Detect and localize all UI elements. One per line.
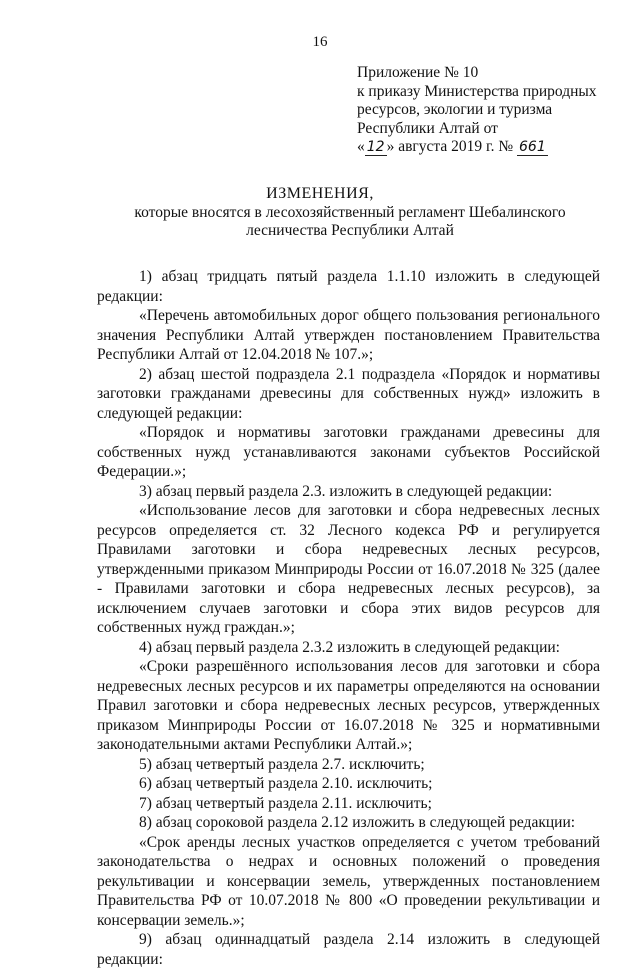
appendix-line: Республики Алтай от <box>357 119 498 137</box>
document-body <box>97 267 600 969</box>
paragraph: 1) абзац тридцать пятый раздела 1.1.10 изложить в следующей редакции: <box>97 268 600 305</box>
appendix-line: ресурсов, экологии и туризма <box>357 101 553 118</box>
paragraph: 9) абзац одиннадцатый раздела 2.14 изложить в следующей редакции: <box>97 931 600 968</box>
paragraph: «Использование лесов для заготовки и сбора недревесных лесных ресурсов определяется ст. 32 Лесного кодекса РФ и регулируется Правилами заготовки и сбора недревесных лесных ресурсов, утвержденными приказом Минприроды России от 16.07.2018 № 325 (далее - Правилами заготовки и сбора недревесных лесных ресурсов), за исключением случаев заготовки и сбора этих видов ресурсов для собственных нужд граждан.»; <box>97 502 600 636</box>
appendix-date-line <box>357 138 637 157</box>
paragraph: 4) абзац первый раздела 2.3.2 изложить в следующей редакции: <box>139 638 560 656</box>
appendix-header <box>357 64 637 157</box>
paragraph: «Срок аренды лесных участков определяется с учетом требований законодательства о недрах и основных положений о проведения рекультивации и консервации земель, утвержденных постановлением Правительства РФ от 10.07.2018 № 800 «О проведении рекультивации и консервации земель.»; <box>97 833 600 929</box>
paragraph: 6) абзац четвертый раздела 2.10. исключить; <box>139 775 433 792</box>
handwritten-day: 12 <box>366 139 385 155</box>
appendix-line: Приложение № 10 <box>357 64 479 81</box>
paragraph: 8) абзац сороковой раздела 2.12 изложить в следующей редакции: <box>139 814 576 831</box>
paragraph: «Перечень автомобильных дорог общего пользования регионального значения Республики Алтай утвержден постановлением Правительства Республики Алтай от 12.04.2018 № 107.»; <box>97 307 600 363</box>
open-quote: « <box>357 138 365 155</box>
handwritten-order-number: 661 <box>519 139 546 155</box>
page-number: 16 <box>312 34 328 50</box>
paragraph: «Порядок и нормативы заготовки гражданами древесины для собственных нужд устанавливаются законами субъектов Российской Федерации.»; <box>97 424 600 480</box>
paragraph: 7) абзац четвертый раздела 2.11. исключить; <box>139 794 432 812</box>
document-title: ИЗМЕНЕНИЯ, <box>266 185 374 202</box>
document-subtitle: которые вносятся в лесохозяйственный регламент Шебалинского лесничества Республики Алтай <box>134 204 566 239</box>
paragraph: 2) абзац шестой подраздела 2.1 подраздела «Порядок и нормативы заготовки гражданами древесины для собственных нужд» изложить в следующей редакции: <box>97 365 600 422</box>
date-text: » августа 2019 г. № <box>386 138 514 155</box>
paragraph: 5) абзац четвертый раздела 2.7. исключить; <box>139 755 425 773</box>
paragraph: «Сроки разрешённого использования лесов для заготовки и сбора недревесных лесных ресурсов и их параметры определяются на основании Правил заготовки и сбора недревесных лесных ресурсов, утвержденных приказом Минприроды России от 16.07.2018 № 325 и нормативными законодательными актами Республики Алтай.»; <box>97 658 600 753</box>
appendix-line: к приказу Министерства природных <box>357 82 597 100</box>
paragraph: 3) абзац первый раздела 2.3. изложить в следующей редакции: <box>139 482 553 500</box>
